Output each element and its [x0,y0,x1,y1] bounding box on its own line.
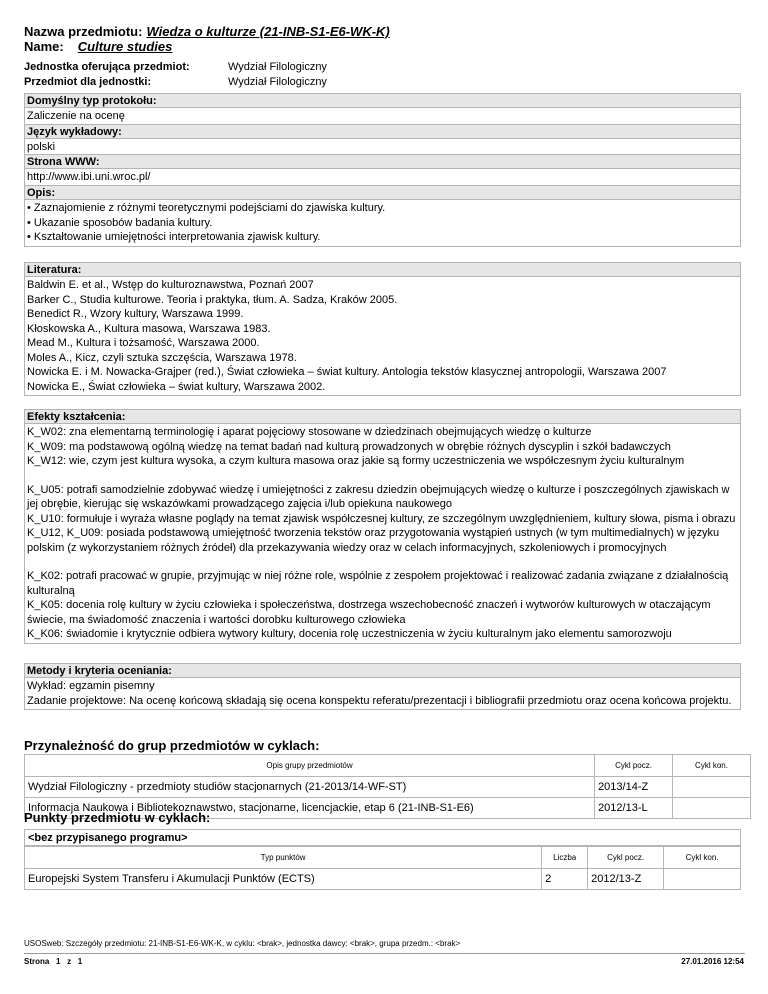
section-line: polski [27,141,56,153]
course-name-pl-value: Wiedza o kulturze (21-INB-S1-E6-WK-K) [146,24,390,39]
groups-header-desc: Opis grupy przedmiotów [25,755,595,777]
section-line: K_W02: zna elementarną terminologię i aparat pojęciowy stosowane w dziedzinach obejmujących wiedzę o kulturze [27,426,592,438]
points-header-count: Liczba [542,847,588,869]
section-line: Zaliczenie na ocenę [27,110,125,122]
section-line: K_U10: formułuje i wyraża własne poglądy na temat zjawisk współczesnej kultury, ze szczególnym uwzględnieniem, kultury słowa, pisma i obrazu [27,512,736,525]
section-line: Kłoskowska A., Kultura masowa, Warszawa 1983. [27,322,271,335]
group-start: 2012/13-L [595,798,673,819]
section-title: Opis: [24,185,741,200]
group-end [673,798,751,819]
points-end [664,869,741,890]
section-methods [24,663,741,710]
group-end [673,777,751,798]
course-name-en-label: Name: [24,39,64,54]
section-line: K_K05: docenia rolę kultury w życiu człowieka i społeczeństwa, dostrzega wszechobecność znaczeń i wytworów kulturowych w otaczającym świecie, ma świadomość znaczenia i wartości dorobku kulturowego człowieka [27,599,711,626]
section-effects [24,409,741,644]
points-header-row [25,847,741,869]
section-title: Język wykładowy: [24,124,741,139]
points-type: Europejski System Transferu i Akumulacji Punktów (ECTS) [25,869,542,890]
points-header-end: Cykl kon. [664,847,741,869]
section-title: Metody i kryteria oceniania: [24,663,741,678]
section-title: Strona WWW: [24,154,741,169]
section-line: • Ukazanie sposobów badania kultury. [27,216,213,229]
section-title: Literatura: [24,262,741,277]
section-lit [24,262,741,396]
offering-unit-label: Jednostka oferująca przedmiot: [24,61,190,73]
target-unit-label: Przedmiot dla jednostki: [24,76,152,88]
section-line: Barker C., Studia kulturowe. Teoria i praktyka, tłum. A. Sadza, Kraków 2005. [27,293,398,306]
table-row [25,869,741,890]
footer-date: 27.01.2016 12:54 [681,957,744,966]
program-label: <bez przypisanego programu> [24,829,741,846]
section-title: Domyślny typ protokołu: [24,93,741,108]
group-desc: Wydział Filologiczny - przedmioty studiów stacjonarnych (21-2013/14-WF-ST) [25,777,595,798]
groups-header-start: Cykl pocz. [595,755,673,777]
points-header-type: Typ punktów [25,847,542,869]
section-line: http://www.ibi.uni.wroc.pl/ [27,171,151,183]
section-title: Efekty kształcenia: [24,409,741,424]
section-line: Nowicka E. i M. Nowacka-Grajper (red.), Świat człowieka – świat kultury. Antologia tekstów klasycznej antropologii, Warszawa 2007 [27,366,667,378]
section-line: K_K02: potrafi pracować w grupie, przyjmując w niej różne role, wspólnie z zespołem projektować i realizować zadania związane z działalnością kulturalną [27,570,729,597]
course-name-en-value: Culture studies [77,39,173,54]
section-line: Nowicka E., Świat człowieka – świat kultury, Warszawa 2002. [27,380,326,393]
paragraph-gap [27,555,738,569]
offering-unit [24,61,327,73]
points-header-start: Cykl pocz. [588,847,664,869]
groups-header-end: Cykl kon. [673,755,751,777]
section-line: K_U12, K_U09: posiada podstawową umiejętność tworzenia tekstów oraz przygotowania wystąpień ustnych (w tym multimedialnych) w języku polskim (z wykorzystaniem różnych źródeł) dla przekazywania wiedzy oraz w celach informacyjnych, szkoleniowych i promocyjnych [27,527,720,554]
target-unit [24,76,327,88]
section-line: K_W09: ma podstawową ogólną wiedzę na temat badań nad kulturą prowadzonych w obrębie różnych dyscyplin i szkół badawczych [27,440,671,453]
points-title: Punkty przedmiotu w cyklach: [24,810,211,825]
groups-header-row [25,755,751,777]
group-start: 2013/14-Z [595,777,673,798]
section-line: Moles A., Kicz, czyli sztuka szczęścia, Warszawa 1978. [27,351,297,364]
section-line: K_K06: świadomie i krytycznie odbiera wytwory kultury, docenia rolę uczestniczenia w życiu kulturalnym jako elementu samorozwoju [27,628,672,640]
section-language [24,124,741,157]
course-name-pl-label: Nazwa przedmiotu: [24,24,143,39]
section-protocol [24,93,741,126]
section-line: K_W12: wie, czym jest kultura wysoka, a czym kultura masowa oraz jakie są formy uczestniczenia we współczesnym życiu kulturalnym [27,455,685,467]
section-line: • Kształtowanie umiejętności interpretowania zjawisk kultury. [27,231,321,243]
points-table [24,846,741,890]
course-name-en [24,39,172,54]
footer-source: USOSweb: Szczegóły przedmiotu: 21-INB-S1-E6-WK-K, w cyklu: <brak>, jednostka dawcy: <brak>, grupa przedm.: <brak> [24,939,461,948]
section-line: Mead M., Kultura i tożsamość, Warszawa 2000. [27,337,260,349]
footer-divider [24,953,745,954]
section-body [24,108,741,126]
table-row [25,777,751,798]
group-desc: Informacja Naukowa i Bibliotekoznawstwo, stacjonarne, licencjackie, etap 6 (21-INB-S1-E6) [25,798,595,819]
section-desc [24,185,741,247]
section-body [24,424,741,644]
section-line: Baldwin E. et al., Wstęp do kulturoznawstwa, Poznań 2007 [27,279,314,291]
section-body [24,277,741,396]
section-www [24,154,741,187]
section-line: • Zaznajomienie z różnymi teoretycznymi podejściami do zjawiska kultury. [27,202,386,214]
points-start: 2012/13-Z [588,869,664,890]
groups-title: Przynależność do grup przedmiotów w cyklach: [24,738,320,753]
offering-unit-value: Wydział Filologiczny [228,61,327,73]
section-line: Benedict R., Wzory kultury, Warszawa 1999. [27,308,244,320]
section-body [24,169,741,187]
section-line: Wykład: egzamin pisemny [27,680,155,692]
paragraph-gap [27,469,738,483]
section-line: K_U05: potrafi samodzielnie zdobywać wiedzę i umiejętności z zakresu dziedzin obejmujących wiedzę o kulturze i poszczególnych zjawiskach w jej obrębie, kierując się wskazówkami prowadzącego zajęcia i/lub opiekuna naukowego [27,483,730,510]
section-body [24,678,741,710]
course-name-pl [24,24,390,39]
section-line: Zadanie projektowe: Na ocenę końcową składają się ocena konspektu referatu/prezentacji i bibliografii przedmiotu oraz ocena końcowa projektu. [27,694,732,707]
footer-page: Strona 1 z 1 [24,957,83,966]
points-count: 2 [542,869,588,890]
target-unit-value: Wydział Filologiczny [228,76,327,88]
section-body [24,200,741,247]
